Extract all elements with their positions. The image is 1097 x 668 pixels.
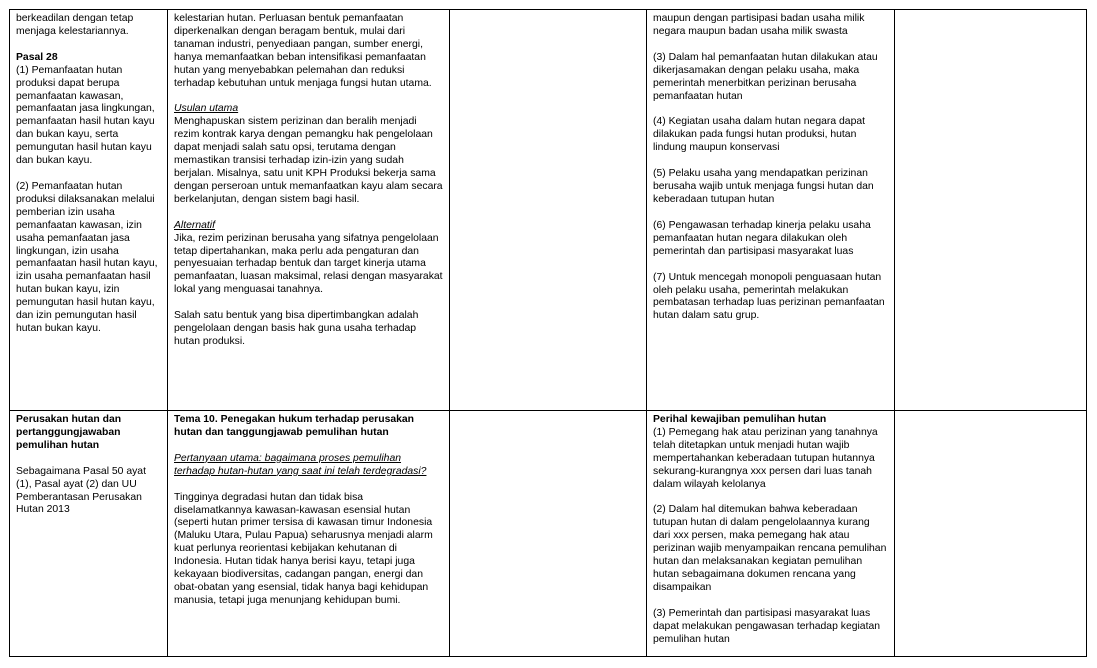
cell-text: berkeadilan dengan tetap menjaga kelestariannya. [16,13,134,37]
table-row [10,411,1087,657]
row1-col1-cell [10,10,168,411]
cell-text: Salah satu bentuk yang bisa dipertimbangkan adalah pengelolaan dengan basis hak guna usaha terhadap hutan produksi. [174,310,419,347]
document-table [9,9,1087,657]
cell-text: (3) Pemerintah dan partisipasi masyarakat luas dapat melakukan pengawasan terhadap kegiatan pemulihan hutan [653,607,881,645]
cell-text: Sebagaimana Pasal 50 ayat (1), Pasal ayat (2) dan UU Pemberantasan Perusakan Hutan 2013 [16,465,146,516]
cell-text: (6) Pengawasan terhadap kinerja pelaku usaha pemanfaatan hutan negara dilakukan oleh pemerintah dan partisipasi masyarakat luas [653,219,871,257]
cell-text: (2) Pemanfaatan hutan produksi dilaksanakan melalui pemberian izin usaha pemanfaatan kawasan, izin usaha pemanfaatan jasa lingkungan, izin usaha pemanfaatan hasil hutan kayu, izin usaha pemanfaatan hasil hutan bukan kayu, izin pemungutan hasil hutan kayu, dan izin pemungutan hasil hutan bukan kayu. [16,180,158,334]
topic-heading: Perusakan hutan dan pertanggungjawaban pemulihan hutan [16,414,122,451]
theme-heading: Tema 10. Penegakan hukum terhadap perusakan hutan dan tanggungjawab pemulihan hutan [174,414,415,438]
row2-col5-cell [895,411,1087,657]
cell-text: (5) Pelaku usaha yang mendapatkan perizinan berusaha wajib untuk menjaga fungsi hutan dan keberadaan tutupan hutan [653,168,874,205]
row2-col1-cell [10,411,168,657]
cell-text: (4) Kegiatan usaha dalam hutan negara dapat dilakukan pada fungsi hutan produksi, hutan lindung maupun konservasi [653,116,866,154]
cell-text: Jika, rezim perizinan berusaha yang sifatnya pengelolaan tetap dipertahankan, maka perlu ada pengaturan dan penyesuaian terhadap bentuk dan target kinerja utama pemanfaatan, luasan maksimal, relasi dengan masyarakat lokal yang menguasai tanahnya. [174,232,443,296]
cell-text: kelestarian hutan. Perluasan bentuk pemanfaatan diperkenalkan dengan beragam bentuk, mulai dari tanaman industri, penyediaan pangan, sumber energi, hanya memanfaatkan beban intensifikasi pemanfaatan hutan yang menyebabkan pelemahan dan reduksi terhadap kebutuhan untuk menjaga fungsi hutan utama. [174,13,432,89]
cell-text: Menghapuskan sistem perizinan dan beralih menjadi rezim kontrak karya dengan pemangku hak pengelolaan dapat menjadi salah satu opsi, terutama dengan memastikan transisi terhadap izin-izin yang sudah berjalan. Misalnya, satu unit KPH Produksi bekerja sama dengan perseroan untuk memanfaatkan kayu alam secara berkelanjutan, dengan sistem bagi hasil. [174,116,443,205]
cell-text: (7) Untuk mencegah monopoli penguasaan hutan oleh pelaku usaha, pemerintah melakukan pembatasan terhadap luas perizinan pemanfaatan hutan dalam satu grup. [653,271,885,322]
cell-text: (1) Pemanfaatan hutan produksi dapat berupa pemanfaatan kawasan, pemanfaatan jasa lingkungan, pemanfaatan hasil hutan kayu dan bukan kayu, serta pemungutan hasil hutan kayu dan bukan kayu. [16,64,155,167]
cell-text: (3) Dalam hal pemanfaatan hutan dilakukan atau dikerjasamakan dengan pelaku usaha, maka pemerintah menerbitkan perizinan berusaha pemanfaatan hutan [653,51,878,102]
article-heading: Pasal 28 [16,51,58,63]
table-row [10,10,1087,411]
cell-text: Tingginya degradasi hutan dan tidak bisa diselamatkannya kawasan-kawasan esensial hutan (seperti hutan primer tersisa di kawasan timur Indonesia (Maluku Utara, Pulau Papua) seharusnya menjadi alarm kuat perlunya reorientasi kebijakan kehutanan di Indonesia. Hutan tidak hanya berisi kayu, tetapi juga kekayaan biodiversitas, cadangan pangan, energi dan obat-obatan yang esensial, tidak hanya bagi kehidupan manusia, tetapi juga menunjang kehidupan bumi. [174,491,433,606]
section-label: Usulan utama [174,103,239,115]
row1-col4-cell [647,10,895,411]
cell-text: (1) Pemegang hak atau perizinan yang tanahnya telah ditetapkan untuk menjadi hutan wajib mempertahankan keberadaan tutupan hutannya sekurang-kurangnya xxx persen dari luas tanah dalam wilayah kelolanya [653,426,878,490]
cell-text: maupun dengan partisipasi badan usaha milik negara maupun badan usaha milik swasta [653,13,865,37]
topic-heading: Perihal kewajiban pemulihan hutan [653,414,827,425]
cell-text: (2) Dalam hal ditemukan bahwa keberadaan tutupan hutan di dalam pengelolaannya kurang dari xxx persen, maka pemegang hak atau perizinan wajib menyampaikan rencana pemulihan hutan dan melaksanakan kegiatan pemulihan hutan sebagaimana dokumen rencana yang disampaikan [653,504,887,593]
row1-col3-cell [450,10,647,411]
row2-col4-cell [647,411,895,657]
row2-col3-cell [450,411,647,657]
section-label: Alternatif [174,219,216,231]
row1-col5-cell [895,10,1087,411]
row2-col2-cell [168,411,450,657]
row1-col2-cell [168,10,450,411]
key-question: Pertanyaan utama: bagaimana proses pemulihan terhadap hutan-hutan yang saat ini telah terdegradasi? [174,452,427,477]
